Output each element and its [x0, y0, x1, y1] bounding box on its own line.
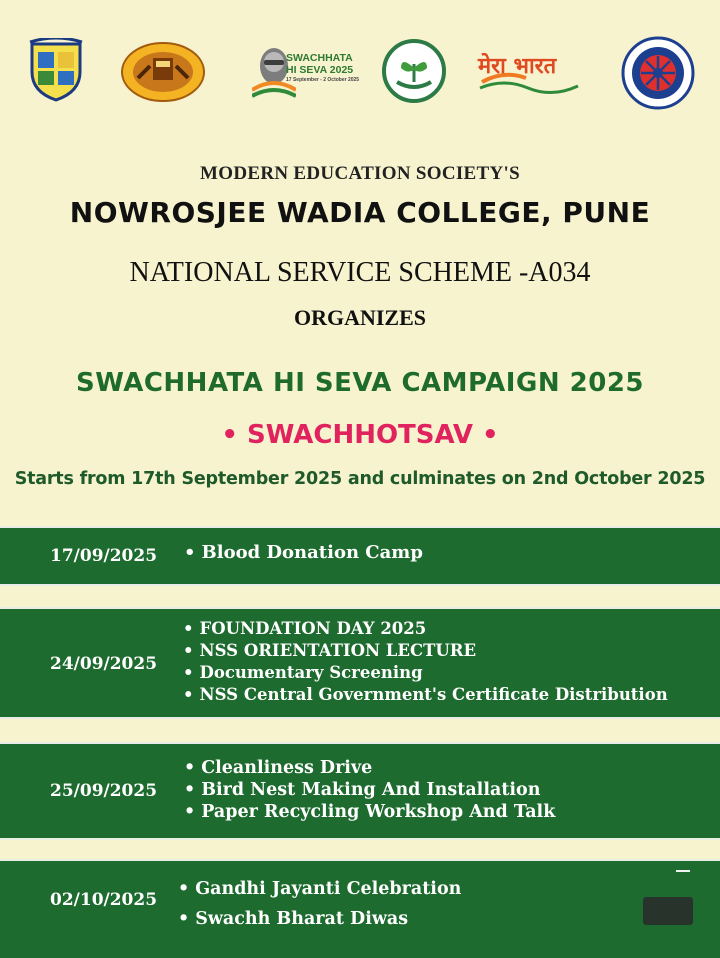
schedule-row	[0, 526, 720, 586]
event-item: • Paper Recycling Workshop And Talk	[184, 801, 555, 823]
schedule-date: 02/10/2025	[50, 890, 158, 910]
event-list	[178, 874, 461, 934]
swachhata-logo-line2: HI SEVA 2025	[286, 64, 354, 76]
schedule-date: 24/09/2025	[50, 654, 158, 674]
corner-stamp	[643, 897, 693, 925]
event-item: • Bird Nest Making And Installation	[184, 779, 555, 801]
event-item: • Blood Donation Camp	[184, 542, 423, 563]
campaign-subtitle: • SWACHHOTSAV •	[221, 420, 499, 450]
schedule-date: 17/09/2025	[50, 546, 158, 566]
event-list	[184, 757, 555, 823]
event-item: • Cleanliness Drive	[184, 757, 555, 779]
college-name: NOWROSJEE WADIA COLLEGE, PUNE	[69, 196, 651, 229]
event-item: • Gandhi Jayanti Celebration	[178, 874, 461, 904]
event-list	[183, 618, 668, 706]
leaf-hand-icon	[381, 38, 447, 104]
college-crest-icon	[26, 38, 86, 104]
nss-emblem-icon	[621, 36, 695, 110]
campaign-title: SWACHHATA HI SEVA CAMPAIGN 2025	[75, 368, 644, 398]
event-item: • NSS Central Government's Certificate Distribution	[183, 684, 668, 706]
meri-bharat-logo	[474, 48, 584, 98]
schedule-row	[0, 607, 720, 719]
nss-unit: NATIONAL SERVICE SCHEME -A034	[129, 257, 591, 288]
event-item: • Swachh Bharat Diwas	[178, 904, 461, 934]
event-list	[184, 542, 423, 563]
meri-bharat-text: मेरा भारत	[478, 54, 557, 79]
university-emblem-icon	[120, 38, 206, 102]
campaign-dates: Starts from 17th September 2025 and culminates on 2nd October 2025	[14, 469, 706, 489]
society-name: MODERN EDUCATION SOCIETY'S	[200, 163, 520, 184]
swachhata-hi-seva-logo	[252, 40, 362, 104]
event-item: • Documentary Screening	[183, 662, 668, 684]
corner-mark	[676, 870, 690, 872]
logo-strip	[0, 34, 720, 114]
event-item: • FOUNDATION DAY 2025	[183, 618, 668, 640]
swachhata-logo-line1: SWACHHATA	[286, 52, 353, 64]
swachhata-logo-dates: 17 September - 2 October 2025	[286, 77, 360, 83]
schedule-date: 25/09/2025	[50, 781, 158, 801]
schedule-row	[0, 742, 720, 840]
schedule-row	[0, 859, 720, 958]
organizes-label: ORGANIZES	[293, 305, 427, 330]
event-item: • NSS ORIENTATION LECTURE	[183, 640, 668, 662]
